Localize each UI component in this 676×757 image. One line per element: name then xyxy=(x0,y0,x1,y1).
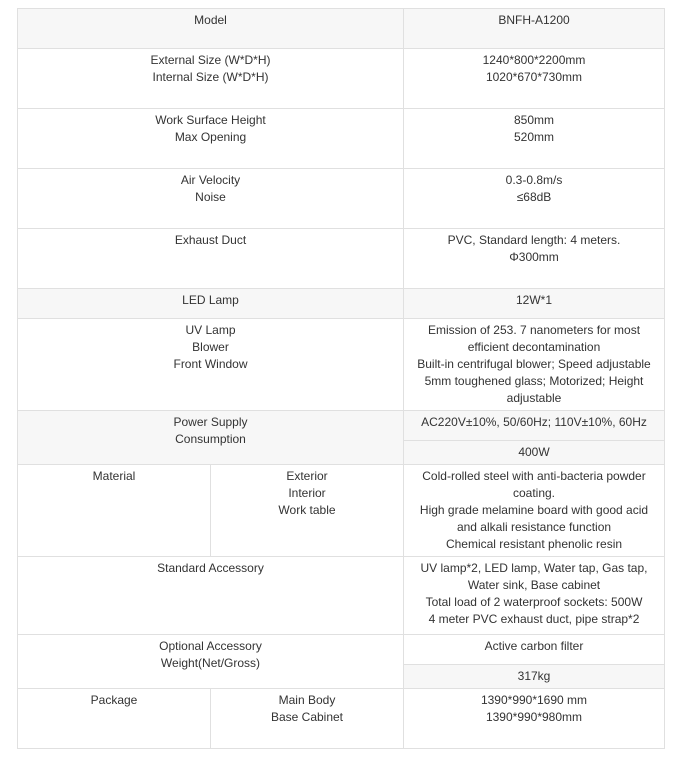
package-sublabels xyxy=(211,689,404,749)
power-labels xyxy=(18,411,404,465)
blower-label: Blower xyxy=(192,340,229,354)
noise-value: ≤68dB xyxy=(516,190,552,204)
internal-size-label: Internal Size (W*D*H) xyxy=(152,70,269,84)
row-power-supply xyxy=(18,411,665,441)
air-labels xyxy=(18,169,404,229)
base-cabinet-label: Base Cabinet xyxy=(270,710,344,724)
material-values xyxy=(404,465,665,557)
row-size xyxy=(18,49,665,109)
row-model xyxy=(18,9,665,49)
uv-lamp-value: Emission of 253. 7 nanometers for most efficient decontamination xyxy=(427,323,641,354)
air-values xyxy=(404,169,665,229)
row-air xyxy=(18,169,665,229)
optional-accessory-label: Optional Accessory xyxy=(159,639,262,653)
uv-values xyxy=(404,319,665,411)
accessory-value-1: UV lamp*2, LED lamp, Water tap, Gas tap, Water sink, Base cabinet xyxy=(420,561,648,592)
row-duct xyxy=(18,229,665,289)
uv-labels xyxy=(18,319,404,411)
weight-label: Weight(Net/Gross) xyxy=(160,656,261,670)
led-label: LED Lamp xyxy=(18,289,404,319)
work-surface-height-value: 850mm xyxy=(513,113,554,127)
package-values xyxy=(404,689,665,749)
model-label: Model xyxy=(18,9,404,49)
duct-label: Exhaust Duct xyxy=(18,229,404,289)
front-window-value: 5mm toughened glass; Motorized; Height adjustable xyxy=(424,374,644,405)
accessory-label: Standard Accessory xyxy=(18,557,404,635)
accessory-values xyxy=(404,557,665,635)
front-window-label: Front Window xyxy=(173,357,248,371)
row-package xyxy=(18,689,665,749)
material-sublabels xyxy=(211,465,404,557)
optional-accessory-value: Active carbon filter xyxy=(404,635,665,665)
air-velocity-value: 0.3-0.8m/s xyxy=(505,173,563,187)
led-value: 12W*1 xyxy=(404,289,665,319)
work-surface-height-label: Work Surface Height xyxy=(155,113,266,127)
optional-labels xyxy=(18,635,404,689)
duct-values xyxy=(404,229,665,289)
interior-label: Interior xyxy=(288,486,326,500)
work-table-value: Chemical resistant phenolic resin xyxy=(445,537,623,551)
power-supply-label: Power Supply xyxy=(173,415,248,429)
height-labels xyxy=(18,109,404,169)
size-values xyxy=(404,49,665,109)
external-size-value: 1240*800*2200mm xyxy=(482,53,586,67)
max-opening-value: 520mm xyxy=(513,130,554,144)
row-material xyxy=(18,465,665,557)
row-uv xyxy=(18,319,665,411)
exterior-value: Cold-rolled steel with anti-bacteria powder coating. xyxy=(422,469,646,500)
consumption-label: Consumption xyxy=(175,432,246,446)
blower-value: Built-in centrifugal blower; Speed adjustable xyxy=(417,357,651,371)
power-supply-value: AC220V±10%, 50/60Hz; 110V±10%, 60Hz xyxy=(404,411,665,441)
base-cabinet-value: 1390*990*980mm xyxy=(485,710,583,724)
spec-table xyxy=(17,8,665,749)
row-accessory xyxy=(18,557,665,635)
row-led xyxy=(18,289,665,319)
consumption-value: 400W xyxy=(404,441,665,465)
main-body-label: Main Body xyxy=(278,693,336,707)
material-label: Material xyxy=(18,465,211,557)
row-height xyxy=(18,109,665,169)
accessory-value-3: 4 meter PVC exhaust duct, pipe strap*2 xyxy=(428,612,640,626)
package-label: Package xyxy=(18,689,211,749)
interior-value: High grade melamine board with good acid and alkali resistance function xyxy=(419,503,649,534)
height-values xyxy=(404,109,665,169)
exterior-label: Exterior xyxy=(286,469,328,483)
external-size-label: External Size (W*D*H) xyxy=(150,53,271,67)
air-velocity-label: Air Velocity xyxy=(180,173,241,187)
work-table-label: Work table xyxy=(278,503,336,517)
model-value: BNFH-A1200 xyxy=(404,9,665,49)
max-opening-label: Max Opening xyxy=(174,130,247,144)
accessory-value-2: Total load of 2 waterproof sockets: 500W xyxy=(425,595,643,609)
duct-diameter-value: Φ300mm xyxy=(509,250,559,264)
uv-lamp-label: UV Lamp xyxy=(185,323,236,337)
row-optional xyxy=(18,635,665,665)
internal-size-value: 1020*670*730mm xyxy=(485,70,583,84)
weight-value: 317kg xyxy=(404,665,665,689)
main-body-value: 1390*990*1690 mm xyxy=(480,693,588,707)
duct-material-value: PVC, Standard length: 4 meters. xyxy=(447,233,621,247)
noise-label: Noise xyxy=(195,190,226,204)
size-labels xyxy=(18,49,404,109)
